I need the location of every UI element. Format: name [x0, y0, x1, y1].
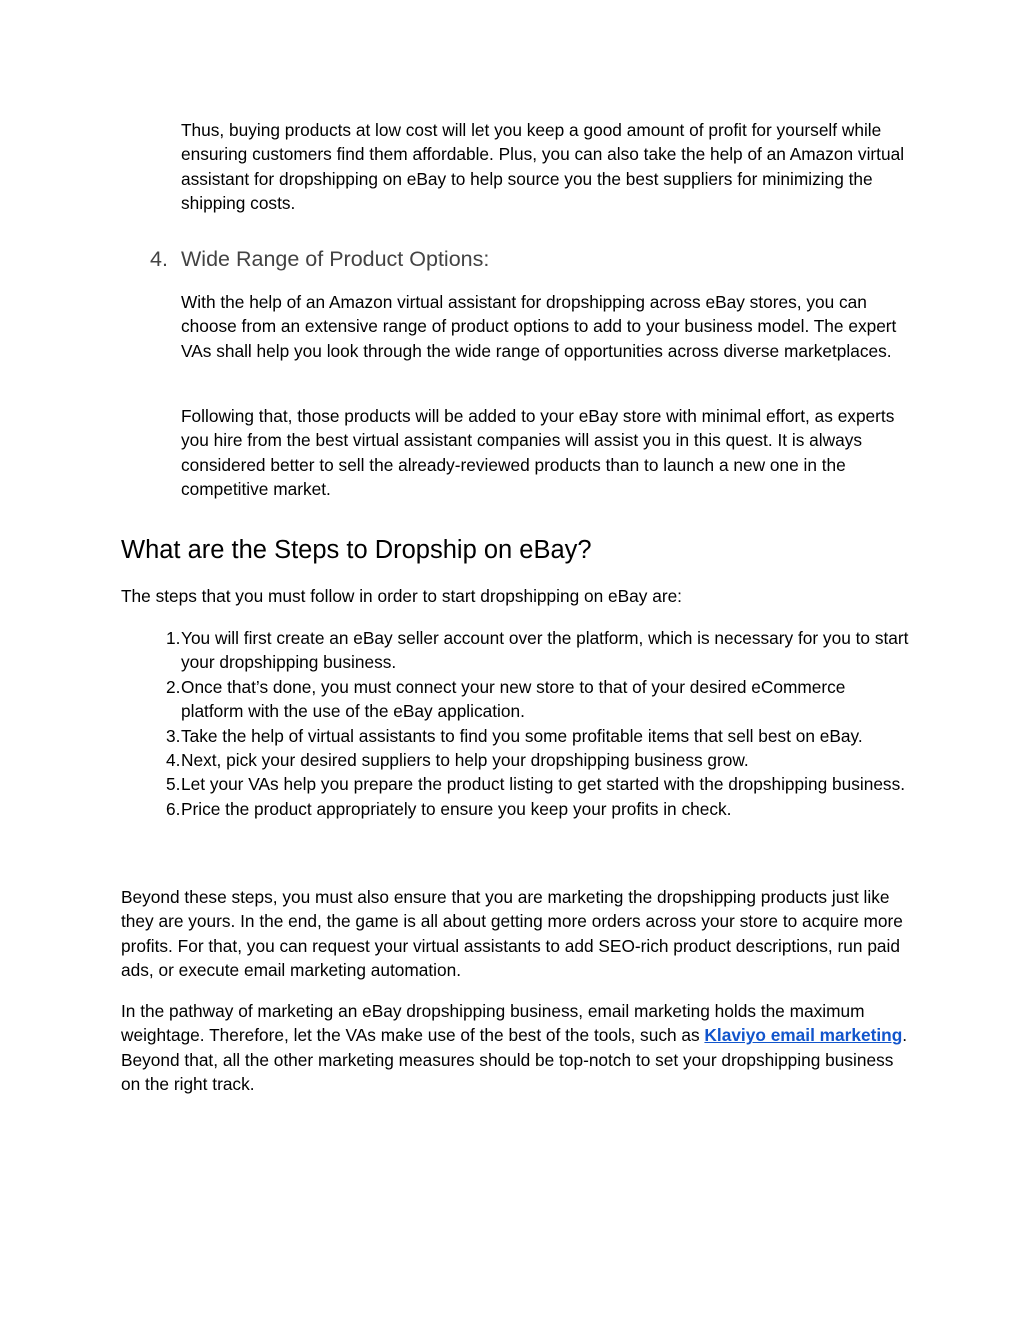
- subsection-heading: [150, 245, 489, 273]
- final-paragraph-text: In the pathway of marketing an eBay dropshipping business, email marketing holds the maximum weightage. Therefore, let the VAs make use of the best of the tools, such as: [121, 1001, 865, 1046]
- list-item-number: 5.: [166, 774, 181, 795]
- final-paragraph-text: . Beyond that, all the other marketing measures should be top-notch to set your dropshipping business on the right track.: [121, 1025, 908, 1095]
- list-item: [121, 626, 911, 675]
- subsection-paragraph: With the help of an Amazon virtual assistant for dropshipping across eBay stores, you can choose from an extensive range of product options to add to your business model. The expert VAs shall help you look through the wide range of opportunities across diverse marketplaces.: [181, 292, 897, 361]
- list-item-text: Take the help of virtual assistants to find you some profitable items that sell best on eBay.: [181, 725, 863, 746]
- intro-paragraph: Thus, buying products at low cost will let you keep a good amount of profit for yourself while ensuring customers find them affordable. Plus, you can also take the help of an Amazon virtual assistant for dropshipping on eBay to help source you the best suppliers for minimizing the shipping costs.: [181, 120, 905, 214]
- list-item-text: Let your VAs help you prepare the product listing to get started with the dropshipping business.: [181, 774, 906, 795]
- list-item: [121, 675, 911, 724]
- list-item-number: 4.: [166, 750, 181, 771]
- list-item-text: Next, pick your desired suppliers to help your dropshipping business grow.: [181, 750, 749, 771]
- subsection-number: 4.: [150, 247, 168, 271]
- list-item: [121, 797, 911, 821]
- list-item-number: 2.: [166, 676, 181, 697]
- list-item-number: 3.: [166, 725, 181, 746]
- list-item: [121, 748, 911, 772]
- list-item-number: 6.: [166, 798, 181, 819]
- section-lead: The steps that you must follow in order to start dropshipping on eBay are:: [121, 586, 682, 606]
- beyond-paragraph: Beyond these steps, you must also ensure that you are marketing the dropshipping products just like they are yours. In the end, the game is all about getting more orders across your store to acquire more profits. For that, you can request your virtual assistants to add SEO-rich product descriptions, run paid ads, or execute email marketing automation.: [121, 887, 903, 981]
- section-heading: What are the Steps to Dropship on eBay?: [121, 536, 592, 564]
- list-item-number: 1.: [166, 628, 181, 648]
- list-item-text: You will first create an eBay seller account over the platform, which is necessary for you to start your dropshipping business.: [181, 628, 909, 673]
- list-item-text: Once that’s done, you must connect your new store to that of your desired eCommerce platform with the use of the eBay application.: [181, 676, 846, 722]
- final-paragraph: [121, 999, 911, 1097]
- subsection-paragraph: Following that, those products will be added to your eBay store with minimal effort, as experts you hire from the best virtual assistant companies will assist you in this quest. It is always considered better to sell the already-reviewed products than to launch a new one in the competitive market.: [181, 406, 895, 500]
- steps-list: [121, 626, 911, 821]
- subsection-title: Wide Range of Product Options:: [181, 247, 490, 271]
- list-item: [121, 724, 911, 748]
- list-item: [121, 772, 911, 796]
- klaviyo-email-marketing-link[interactable]: Klaviyo email marketing: [704, 1025, 903, 1046]
- list-item-text: Price the product appropriately to ensure you keep your profits in check.: [181, 798, 732, 819]
